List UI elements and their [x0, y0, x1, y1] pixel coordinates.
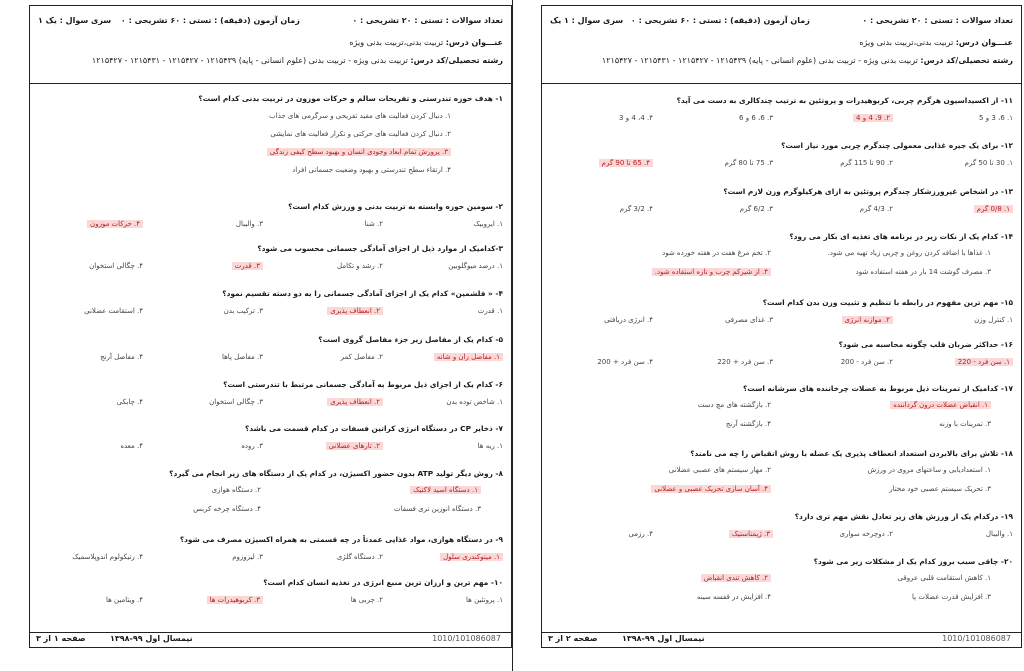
answer-option[interactable]: ۲. شنا — [364, 220, 383, 228]
page-number: صفحه ۱ از ۳ — [36, 634, 86, 643]
answer-option[interactable]: ۴. دستگاه چرخه کربس — [193, 505, 261, 513]
question-text: ۹- در دستگاه هوازی، مواد غذایی عمدتاً در چه قسمتی به همراه اکسیژن مصرف می شود؟ — [179, 535, 503, 544]
course-label: عنـــوان درس: — [955, 38, 1013, 47]
answer-option[interactable]: ۱. 30 تا 50 گرم — [964, 159, 1013, 167]
field-code: تربیت بدنی ویژه - تربیت بدنی (علوم انسانی - پایه) ۱۲۱۵۴۳۹ - ۱۲۱۵۴۲۷ - ۱۲۱۵۴۳۱ - ۱۲۱۵۴۲۷ — [601, 56, 918, 65]
answer-option[interactable]: ۴. انرژی دریافتی — [604, 316, 653, 324]
answer-option[interactable]: ۲. انعطاف پذیری — [327, 398, 383, 406]
question-text: ۱۰- مهم ترین و ارزان ترین منبع انرژی در تغذیه انسان کدام است؟ — [263, 578, 503, 587]
question-text: ۵- کدام یک از مفاصل زیر جزء مفاصل گروی است؟ — [318, 335, 503, 344]
question-text: ۷- ذخایر CP در دستگاه انرژی کراتین فسفات در کدام قسمت می باشد؟ — [245, 424, 503, 433]
answer-option[interactable]: ۳. مصرف گوشت 14 بار در هفته استفاده شود — [855, 268, 991, 276]
answer-option[interactable]: ۱. ریه ها — [477, 442, 503, 450]
page-frame — [29, 5, 512, 648]
answer-option[interactable]: ۴. رتیکولوم اندوپلاسمیک — [72, 553, 143, 561]
answer-option[interactable]: ۴. 4، 4 و 3 — [619, 114, 653, 122]
answer-option[interactable]: ۳. روده — [241, 442, 263, 450]
question-text: ۱۴- کدام یک از نکات زیر در برنامه های تغذیه ای بکار می رود؟ — [789, 232, 1013, 241]
answer-option[interactable]: ۴. چگالی استخوان — [89, 262, 143, 270]
answer-option[interactable]: ۱. استعدادیابی و ساعتهای مروی در ورزش — [867, 466, 991, 474]
page-divider — [512, 0, 513, 671]
answer-option[interactable]: ۲. مفاصل کمر — [340, 353, 383, 361]
answer-option[interactable]: ۳. تمرینات با وزنه — [939, 420, 991, 428]
answer-option[interactable]: ۴. ارتقاء سطح تندرستی و بهبود وضعیت جسمانی افراد — [292, 166, 451, 174]
answer-option[interactable]: ۱. دستگاه اسید لاکتیک — [410, 486, 481, 494]
answer-option[interactable]: ۱. درصد میوگلوبین — [448, 262, 503, 270]
field-code: تربیت بدنی ویژه - تربیت بدنی (علوم انسانی - پایه) ۱۲۱۵۴۳۹ - ۱۲۱۵۴۲۷ - ۱۲۱۵۴۳۱ - ۱۲۱۵۴۲۷ — [91, 56, 408, 65]
series-label: سری سوال : ۱ یک — [550, 16, 624, 25]
answer-option[interactable]: ۱. کاهش استقامت قلبی عروقی — [897, 574, 991, 582]
question-text: ۱- هدف حوزه تندرستی و تفریحات سالم و حرکات موزون در تربیت بدنی کدام است؟ — [198, 94, 503, 103]
answer-option[interactable]: ۴. استقامت عضلانی — [84, 307, 143, 315]
question-count: تعداد سوالات : تستی : ۲۰ تشریحی : ۰ — [862, 16, 1013, 25]
exam-code: 1010/101086087 — [942, 634, 1011, 643]
semester-label: نیمسال اول ۹۹-۱۳۹۸ — [110, 634, 193, 643]
exam-time: زمان آزمون (دقیقه) : تستی : ۶۰ تشریحی : ۰ — [120, 16, 300, 25]
answer-option[interactable]: ۳. ترکیب بدن — [223, 307, 263, 315]
answer-option[interactable]: ۴. ویتامین ها — [105, 596, 143, 604]
exam-footer — [30, 632, 511, 647]
exam-header — [542, 6, 1021, 84]
answer-option[interactable]: ۱. 6، 3 و 5 — [979, 114, 1013, 122]
answer-option[interactable]: ۱. انقباض عضلات درون گرداننده — [890, 401, 991, 409]
answer-option[interactable]: ۲. چربی ها — [350, 596, 383, 604]
answer-option[interactable]: ۱. قدرت — [477, 307, 503, 315]
answer-option[interactable]: ۳. دستگاه انوزین تری فسفات — [394, 505, 481, 513]
exam-footer — [542, 632, 1021, 647]
answer-option[interactable]: ۳. قدرت — [232, 262, 263, 270]
exam-page-2 — [517, 0, 1024, 671]
answer-option[interactable]: ۱. ایروبیک — [473, 220, 503, 228]
answer-option[interactable]: ۲. دستگاه گلژی — [336, 553, 383, 561]
answer-option[interactable]: ۳. سن فرد + 220 — [717, 358, 773, 366]
answer-option[interactable]: ۲. دستگاه هوازی — [211, 486, 261, 494]
answer-option[interactable]: ۲. کاهش تندی انقباض — [701, 574, 771, 582]
answer-option[interactable]: ۲. تخم مرغ هفت در هفته خورده شود — [662, 249, 771, 257]
answer-option[interactable]: ۳. ژیمناستیک — [729, 530, 773, 538]
series-label: سری سوال : یک ۱ — [38, 16, 112, 25]
answer-option[interactable]: ۱. سن فرد - 220 — [955, 358, 1013, 366]
answer-option[interactable]: ۲. انعطاف پذیری — [327, 307, 383, 315]
answer-option[interactable]: ۱. دنبال کردن فعالیت های مفید تفریحی و سرگرمی های جذاب — [269, 112, 451, 120]
field-label: رشته تحصیلی/کد درس: — [920, 56, 1013, 65]
question-text: ۱۱- از اکسیداسیون هرگرم چربی، کربوهیدرات و پروتئین به ترتیب چندکالری به دست می آید؟ — [676, 96, 1013, 105]
course-label: عنـــوان درس: — [445, 38, 503, 47]
answer-option[interactable]: ۳. تحریک سیستم عصبی خود مختار — [889, 485, 991, 493]
answer-option[interactable]: ۲. موازنه انرژی — [842, 316, 893, 324]
answer-option[interactable]: ۳. 6/2 گرم — [739, 205, 773, 213]
question-text: ۳-کدامیک از موارد ذیل از اجزای آمادگی جسمانی محسوب می شود؟ — [257, 244, 503, 253]
question-text: ۸- روش دیگر تولید ATP بدون حضور اکسیژن، در کدام یک از دستگاه های زیر انجام می گیرد؟ — [169, 469, 503, 478]
answer-option[interactable]: ۳. والیبال — [235, 220, 263, 228]
answer-option[interactable]: ۲. تارهای عضلانی — [326, 442, 383, 450]
answer-option[interactable]: ۴. 3/2 گرم — [619, 205, 653, 213]
answer-option[interactable]: ۲. مهار سیستم های عصبی عضلانی — [668, 466, 771, 474]
question-text: ۱۸- تلاش برای بالابردن استعداد انعطاف پذیری یک عضله با روش انقباض را چه می نامند؟ — [690, 449, 1013, 458]
question-text: ۱۶- حداکثر ضربان قلب چگونه محاسبه می شود؟ — [838, 340, 1013, 349]
page-number: صفحه ۲ از ۳ — [548, 634, 598, 643]
answer-option[interactable]: ۳. چگالی استخوان — [209, 398, 263, 406]
question-text: ۱۵- مهم ترین مفهوم در رابطه با تنظیم و تثبیت وزن بدن کدام است؟ — [762, 298, 1013, 307]
answer-option[interactable]: ۴. سن فرد + 200 — [597, 358, 653, 366]
question-text: ۱۹- درکدام یک از ورزش های زیر تعادل نقش مهم تری دارد؟ — [794, 512, 1013, 521]
answer-option[interactable]: ۱. مفاصل ران و شانه — [434, 353, 503, 361]
answer-option[interactable]: ۲. دوچرخه سواری — [839, 530, 893, 538]
answer-option[interactable]: ۱. میتوکندری سلول — [440, 553, 503, 561]
answer-option[interactable]: ۴. 65 تا 90 گرم — [599, 159, 653, 167]
answer-option[interactable]: ۳. کربوهیدرات ها — [207, 596, 263, 604]
exam-page-1 — [0, 0, 507, 671]
answer-option[interactable]: ۲. رشد و تکامل — [337, 262, 383, 270]
answer-option[interactable]: ۴. آسان سازی تحریک عصبی و عضلانی — [651, 485, 771, 493]
exam-header — [30, 6, 511, 84]
answer-option[interactable]: ۴. از شیرکم چرب و تازه استفاده شود. — [652, 268, 771, 276]
answer-option[interactable]: ۳. 6، 6 و 6 — [739, 114, 773, 122]
answer-option[interactable]: ۳. پرورش تمام ابعاد وجودی انسان و بهبود سطح کیفی زندگی — [267, 148, 451, 156]
field-label: رشته تحصیلی/کد درس: — [410, 56, 503, 65]
answer-option[interactable]: ۴. حرکات موزون — [87, 220, 143, 228]
answer-option[interactable]: ۳. غذای مصرفی — [724, 316, 773, 324]
answer-option[interactable]: ۱. 0/8 گرم — [974, 205, 1013, 213]
answer-option[interactable]: ۲. سن فرد - 200 — [840, 358, 893, 366]
page-frame — [541, 5, 1022, 648]
answer-option[interactable]: ۳. افزایش قدرت عضلات پا — [912, 593, 991, 601]
answer-option[interactable]: ۳. 75 تا 80 گرم — [724, 159, 773, 167]
exam-code: 1010/101086087 — [432, 634, 501, 643]
answer-option[interactable]: ۲. 4/3 گرم — [859, 205, 893, 213]
course-title: تربیت بدنی،تربیت بدنی ویژه — [349, 38, 444, 47]
question-text: ۱۲- برای یک جیره غذایی معمولی چندگرم چربی مورد نیاز است؟ — [781, 141, 1013, 150]
answer-option[interactable]: ۱. والیبال — [985, 530, 1013, 538]
answer-option[interactable]: ۴. مفاصل آرنج — [100, 353, 143, 361]
answer-option[interactable]: ۳. لیزوزوم — [232, 553, 263, 561]
question-count: تعداد سوالات : تستی : ۲۰ تشریحی : ۰ — [352, 16, 503, 25]
course-title: تربیت بدنی،تربیت بدنی ویژه — [859, 38, 954, 47]
question-text: ۱۳- در اشخاص غیرورزشکار چندگرم پروتئین به ازای هرکیلوگرم وزن لازم است؟ — [723, 187, 1013, 196]
answer-option[interactable]: ۲. 90 تا 115 گرم — [840, 159, 893, 167]
exam-time: زمان آزمون (دقیقه) : تستی : ۶۰ تشریحی : ۰ — [630, 16, 810, 25]
answer-option[interactable]: ۲. بازگشته های مچ دست — [697, 401, 771, 409]
question-text: ۶- کدام یک از اجزای ذیل مربوط به آمادگی جسمانی مرتبط با تندرستی است؟ — [223, 380, 503, 389]
answer-option[interactable]: ۴. معده — [120, 442, 143, 450]
answer-option[interactable]: ۲. دنبال کردن فعالیت های حرکتی و تکرار فعالیت های نمایشی — [270, 130, 451, 138]
answer-option[interactable]: ۴. بازگشته آرنج — [725, 420, 771, 428]
question-text: ۱۷- کدامیک از تمرینات ذیل مربوط به عضلات چرخاننده های سرشانه است؟ — [742, 384, 1013, 393]
question-text: ۲۰- چاقی سبب بروز کدام یک از مشکلات زیر می شود؟ — [813, 557, 1013, 566]
answer-option[interactable]: ۲. 9، 4 و 4 — [853, 114, 893, 122]
answer-option[interactable]: ۱. پروتئین ها — [466, 596, 503, 604]
answer-option[interactable]: ۳. مفاصل پاها — [221, 353, 263, 361]
question-text: ۲- سومین حوزه وابسته به تربیت بدنی و ورزش کدام است؟ — [288, 202, 503, 211]
answer-option[interactable]: ۴. افزایش در قفسه سینه — [696, 593, 771, 601]
answer-option[interactable]: ۱. غذاها با اضافه کردن روغن و چربی زیاد تهیه می شود. — [827, 249, 991, 257]
answer-option[interactable]: ۴. چابکی — [116, 398, 143, 406]
answer-option[interactable]: ۴. رزمی — [628, 530, 653, 538]
answer-option[interactable]: ۱. کنترل وزن — [974, 316, 1013, 324]
question-text: ۴- « فلشمین» کدام یک از اجزای آمادگی جسمانی را به دو دسته تقسیم نمود؟ — [222, 289, 503, 298]
answer-option[interactable]: ۱. شاخص توده بدن — [446, 398, 503, 406]
semester-label: نیمسال اول ۹۹-۱۳۹۸ — [622, 634, 705, 643]
